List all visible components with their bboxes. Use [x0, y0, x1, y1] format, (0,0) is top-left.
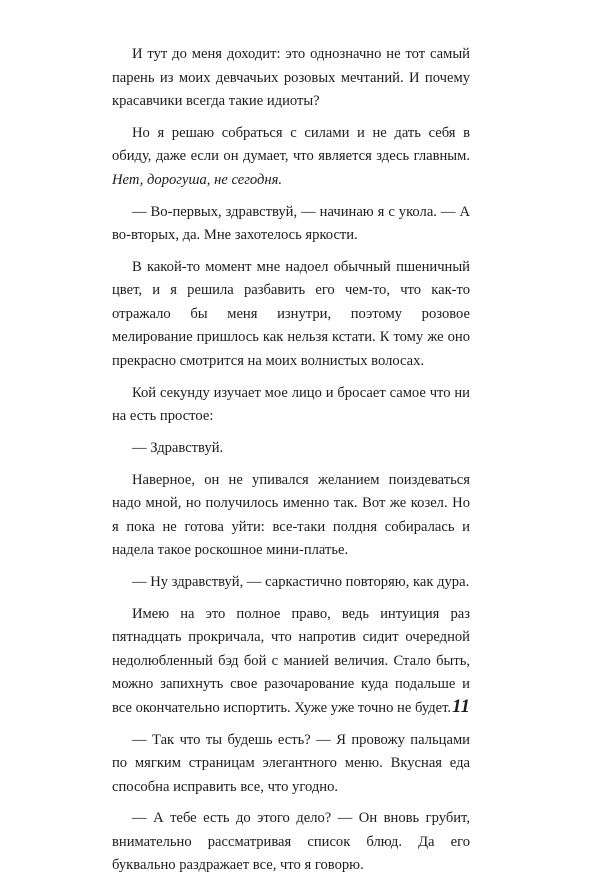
paragraph: [112, 382, 470, 429]
paragraph-text: — Ну здравствуй, — саркастично повторяю, как дура.: [132, 574, 470, 591]
paragraph-text: И тут до меня доходит: это однозначно не тот самый парень из моих девчачьих розовых мечтаний. И почему красавчики всегда такие идиоты?: [112, 46, 470, 109]
paragraph-text: — Здравствуй.: [132, 439, 224, 456]
paragraph: [112, 122, 470, 193]
paragraph-text: — Так что ты будешь есть? — Я провожу пальцами по мягким страницам элегантного меню. Вкусная еда способна исправить все, что угодно.: [112, 731, 470, 795]
paragraph-text: — А тебе есть до этого дело? — Он вновь грубит, внимательно рассматривая список блюд. Да его буквально раздражает все, что я говорю.: [112, 810, 470, 874]
body-text: [112, 43, 470, 886]
paragraph: [112, 437, 470, 461]
paragraph: [112, 201, 470, 248]
paragraph-text: Кой секунду изучает мое лицо и бросает самое что ни на есть простое:: [112, 384, 470, 425]
paragraph: [112, 256, 470, 374]
paragraph: [112, 43, 470, 114]
paragraph: [112, 807, 470, 878]
paragraph-text: Имею на это полное право, ведь интуиция раз пятнадцать прокричала, что напротив сидит очередной недолюбленный бэд бой с манией величия. Стало быть, можно запихнуть свое разочарование куда подальше и все окончательно испортить. Хуже уже точно не будет.: [112, 605, 470, 716]
paragraph-text: Но я решаю собраться с силами и не дать себя в обиду, даже если он думает, что является здесь главным.: [112, 124, 470, 165]
paragraph: [112, 571, 470, 595]
paragraph: [112, 469, 470, 563]
page-number: 11: [452, 696, 470, 717]
paragraph-text: В какой-то момент мне надоел обычный пшеничный цвет, и я решила разбавить его чем-то, что как-то отражало бы меня изнутри, поэтому розовое мелирование пришлось как нельзя кстати. К тому же оно прекрасно смотрится на моих волнистых волосах.: [112, 258, 470, 369]
paragraph-italic-text: Нет, дорогуша, не сегодня.: [112, 171, 283, 188]
paragraph-text: Наверное, он не упивался желанием поиздеваться надо мной, но получилось именно так. Вот же козел. Но я пока не готова уйти: все-таки полдня собиралась и надела такое роскошное мини-платье.: [112, 471, 470, 559]
paragraph: [112, 729, 470, 800]
paragraph: [112, 603, 470, 721]
paragraph-text: — Во-первых, здравствуй, — начинаю я с укола. — А во-вторых, да. Мне захотелось яркости.: [112, 203, 470, 244]
